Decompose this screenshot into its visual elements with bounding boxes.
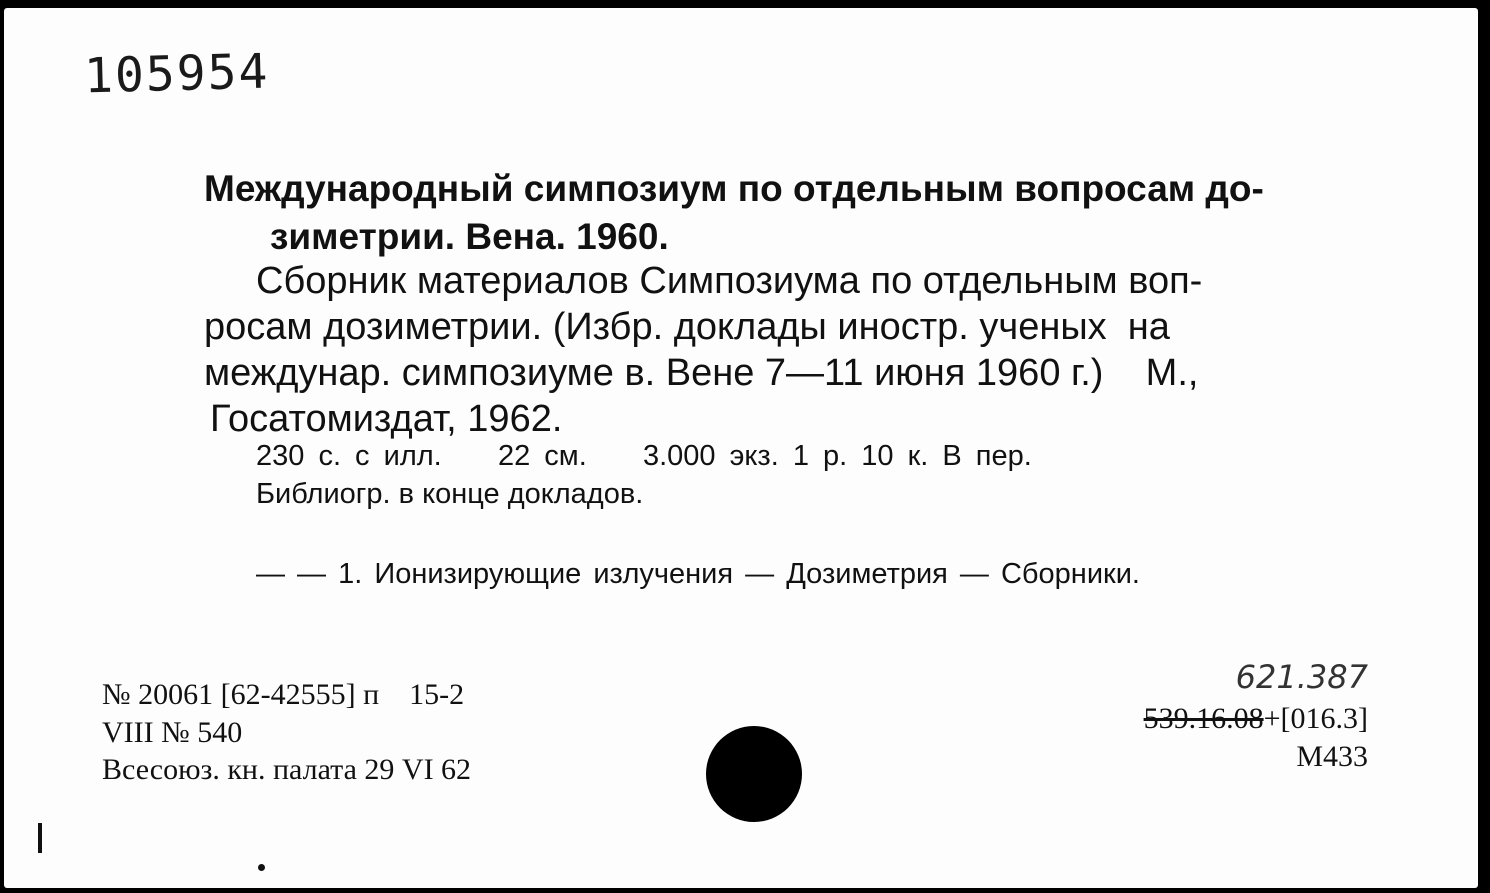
- punch-hole: [706, 726, 802, 822]
- udc-struck: 539.16.08: [1143, 702, 1264, 735]
- body-line-2: росам дозиметрии. (Избр. доклады иностр. ученых на: [204, 306, 1170, 348]
- footer-chamber: Всесоюз. кн. палата 29 VI 62: [102, 753, 472, 786]
- inventory-number: 105954: [83, 43, 271, 105]
- title-line-1: Международный симпозиум по отдельным вопросам до-: [204, 168, 1264, 209]
- handwritten-udc: 621.387: [1235, 658, 1368, 696]
- footer-registration: № 20061 [62-42555] п 15-2: [102, 678, 465, 711]
- ink-dot: [258, 864, 265, 871]
- body-line-4: Госатомиздат, 1962.: [210, 398, 563, 440]
- title-line-2: зиметрии. Вена. 1960.: [270, 216, 669, 257]
- subject-headings: — — 1. Ионизирующие излучения — Дозиметрия — Сборники.: [256, 558, 1140, 590]
- bibliography-note: Библиогр. в конце докладов.: [256, 478, 644, 510]
- body-line-3: междунар. симпозиуме в. Вене 7—11 июня 1960 г.) М.,: [204, 352, 1199, 394]
- cutter-number: М433: [1296, 740, 1368, 773]
- catalog-card: [4, 8, 1478, 888]
- body-line-1: Сборник материалов Симпозиума по отдельным воп-: [256, 260, 1203, 302]
- physical-description: 230 с. с илл. 22 см. 3.000 экз. 1 р. 10 к. В пер.: [256, 440, 1032, 472]
- ink-mark: [38, 823, 42, 853]
- udc-printed: [1144, 702, 1368, 736]
- udc-rest: +[016.3]: [1263, 702, 1368, 735]
- footer-series: VIII № 540: [102, 716, 243, 749]
